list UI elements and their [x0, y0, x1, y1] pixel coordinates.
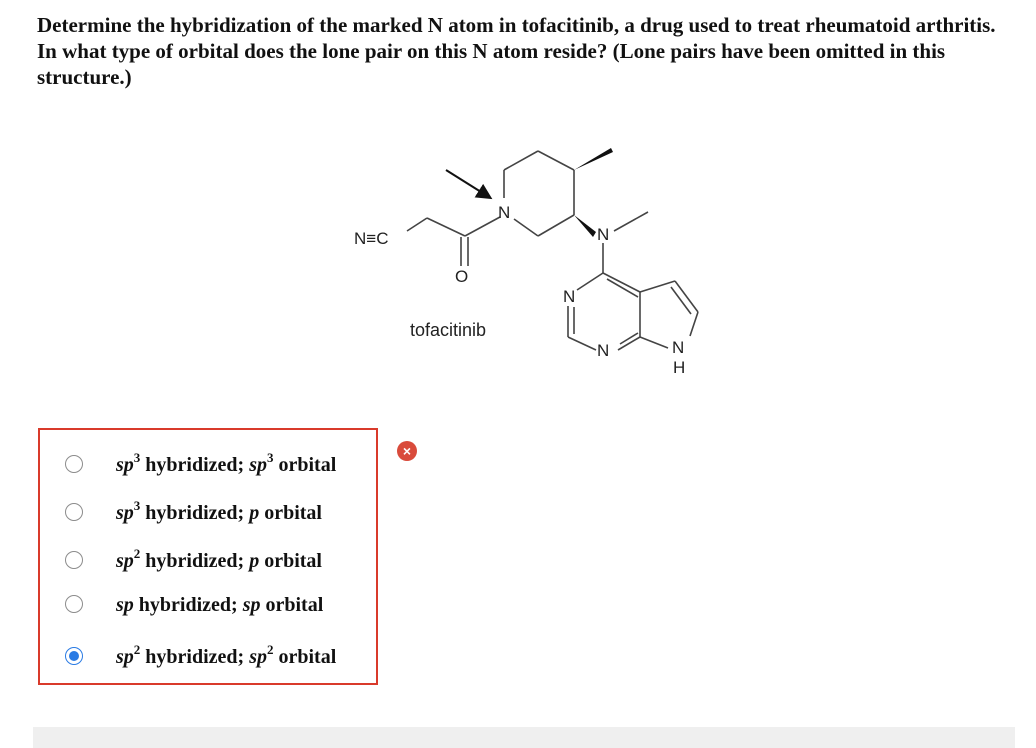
pyrrole-hydrogen: H	[673, 358, 686, 377]
wedge-bond-amine	[574, 215, 596, 237]
marker-arrow-icon	[446, 170, 489, 197]
option-label-c: $sp^2$ hybridized; p orbital	[116, 546, 322, 572]
option-label-a: $sp^3$ hybridized; $sp^3$ orbital	[116, 450, 337, 476]
radio-button-b[interactable]	[65, 503, 83, 521]
answer-options	[38, 428, 378, 685]
option-label-b: $sp^3$ hybridized; p orbital	[116, 498, 322, 524]
option-label-e: $sp^2$ hybridized; $sp^2$ orbital	[116, 642, 337, 668]
radio-button-d[interactable]	[65, 595, 83, 613]
amine-nitrogen: N	[597, 225, 610, 244]
wedge-bond-methyl	[574, 148, 613, 170]
structure-caption: tofacitinib	[410, 320, 487, 340]
carbonyl-oxygen: O	[455, 267, 469, 286]
option-label-d: sp hybridized; sp orbital	[116, 594, 324, 616]
radio-button-e-selected[interactable]	[65, 647, 83, 665]
option-a[interactable]	[40, 445, 376, 485]
pyrimidine-nitrogen-1: N	[563, 287, 576, 306]
pyrrole-nitrogen: N	[672, 338, 685, 357]
structure-drawing	[330, 140, 750, 390]
question-text: Determine the hybridization of the marked N atom in tofacitinib, a drug used to treat rheumatoid arthritis. In what type of orbital does the lone pair on this N atom reside? (Lone pairs have been omitted in this structure.)	[37, 13, 996, 89]
incorrect-x-icon: ×	[397, 441, 417, 461]
tofacitinib-structure	[330, 140, 750, 390]
nitrile-group: N≡C	[354, 229, 389, 248]
radio-button-a[interactable]	[65, 455, 83, 473]
pyrimidine-nitrogen-2: N	[597, 341, 610, 360]
marked-ring-nitrogen: N	[498, 203, 511, 222]
radio-button-c[interactable]	[65, 551, 83, 569]
footer-bar	[33, 727, 1015, 748]
option-e[interactable]	[40, 637, 376, 677]
option-d[interactable]	[40, 585, 376, 625]
option-c[interactable]	[40, 541, 376, 581]
option-b[interactable]	[40, 493, 376, 533]
